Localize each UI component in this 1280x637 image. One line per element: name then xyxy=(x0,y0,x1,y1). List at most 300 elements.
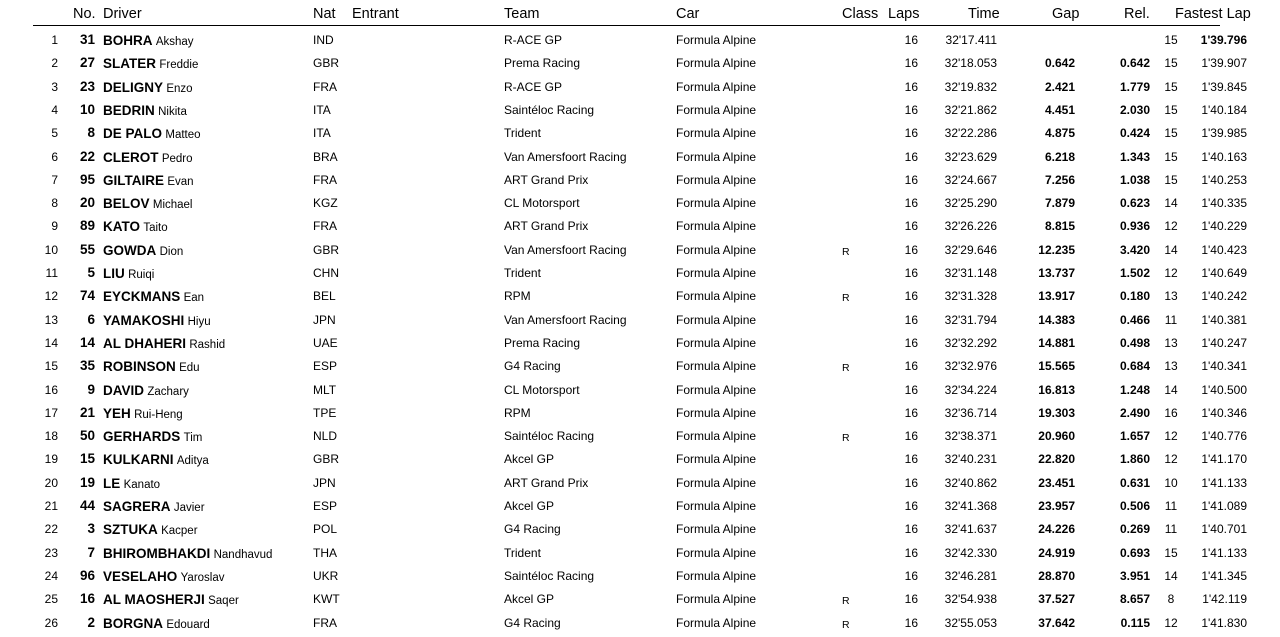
driver-firstname: Rashid xyxy=(189,338,226,351)
nationality-cell: BRA xyxy=(313,149,338,164)
gap-cell: 24.919 xyxy=(1038,545,1075,560)
driver-firstname: Freddie xyxy=(159,59,199,72)
class-cell: R xyxy=(842,432,850,445)
driver-firstname: Zachary xyxy=(147,385,189,398)
car-cell: Formula Alpine xyxy=(676,242,757,257)
fastest-lap-time-cell: 1'40.247 xyxy=(1201,335,1247,350)
fastest-lap-number-cell: 12 xyxy=(1164,219,1178,234)
team-cell: Akcel GP xyxy=(504,499,555,513)
relative-gap-cell: 1.502 xyxy=(1119,266,1150,280)
fastest-lap-number-cell: 13 xyxy=(1164,289,1178,304)
time-cell: 32'41.368 xyxy=(944,499,997,513)
laps-cell: 16 xyxy=(904,545,918,560)
laps-cell: 16 xyxy=(904,452,918,467)
relative-gap-cell: 0.180 xyxy=(1119,289,1150,304)
header-rel: Rel. xyxy=(1124,6,1150,22)
driver-firstname: Hiyu xyxy=(187,315,211,328)
header-class: Class xyxy=(842,6,879,22)
driver-surname: BELOV xyxy=(103,196,150,212)
header-gap: Gap xyxy=(1052,6,1080,22)
header-laps: Laps xyxy=(888,6,920,22)
gap-cell: 22.820 xyxy=(1038,452,1075,467)
team-cell: Prema Racing xyxy=(504,56,581,71)
car-cell: Formula Alpine xyxy=(676,499,757,513)
driver-cell xyxy=(103,126,201,141)
fastest-lap-time-cell: 1'40.253 xyxy=(1201,172,1247,187)
table-row xyxy=(0,262,1280,285)
relative-gap-cell: 0.936 xyxy=(1119,219,1150,234)
driver-firstname: Yaroslav xyxy=(180,571,225,584)
driver-cell xyxy=(103,289,204,304)
car-cell: Formula Alpine xyxy=(676,219,757,234)
fastest-lap-number-cell: 14 xyxy=(1164,196,1178,211)
driver-cell xyxy=(103,476,160,491)
gap-cell: 28.870 xyxy=(1038,568,1075,583)
car-number-cell: 6 xyxy=(87,311,95,327)
team-cell: G4 Racing xyxy=(504,615,561,630)
driver-firstname: Ean xyxy=(183,292,205,305)
position-cell: 22 xyxy=(44,522,58,537)
fastest-lap-number-cell: 12 xyxy=(1164,615,1178,630)
car-number-cell: 21 xyxy=(79,404,95,420)
laps-cell: 16 xyxy=(904,615,918,630)
car-number-cell: 23 xyxy=(79,78,95,94)
position-cell: 10 xyxy=(44,242,58,257)
driver-cell xyxy=(103,313,211,328)
car-cell: Formula Alpine xyxy=(676,335,757,350)
nationality-cell: KWT xyxy=(313,592,340,607)
relative-gap-cell: 0.506 xyxy=(1119,499,1150,513)
laps-cell: 16 xyxy=(904,499,918,513)
fastest-lap-time-cell: 1'39.907 xyxy=(1201,56,1247,71)
table-row xyxy=(0,355,1280,378)
relative-gap-cell: 1.779 xyxy=(1119,79,1150,94)
car-cell: Formula Alpine xyxy=(676,56,757,71)
driver-cell xyxy=(103,592,239,607)
driver-surname: AL DHAHERI xyxy=(103,335,187,351)
nationality-cell: THA xyxy=(313,545,337,560)
class-cell: R xyxy=(842,292,850,305)
fastest-lap-number-cell: 14 xyxy=(1164,242,1178,257)
gap-cell: 8.815 xyxy=(1044,219,1075,234)
fastest-lap-number-cell: 12 xyxy=(1164,452,1178,467)
car-number-cell: 22 xyxy=(79,148,95,164)
gap-cell: 37.527 xyxy=(1038,592,1075,607)
position-cell: 12 xyxy=(44,289,58,304)
relative-gap-cell: 3.951 xyxy=(1119,568,1150,583)
team-cell: Saintéloc Racing xyxy=(504,429,595,444)
laps-cell: 16 xyxy=(904,312,918,327)
fastest-lap-time-cell: 1'40.184 xyxy=(1201,102,1247,117)
nationality-cell: ESP xyxy=(313,359,338,374)
fastest-lap-number-cell: 15 xyxy=(1164,126,1178,141)
team-cell: Van Amersfoort Racing xyxy=(504,149,627,164)
gap-cell: 15.565 xyxy=(1038,359,1075,374)
car-cell: Formula Alpine xyxy=(676,266,757,280)
car-number-cell: 55 xyxy=(79,241,95,257)
car-cell: Formula Alpine xyxy=(676,429,757,444)
car-number-cell: 10 xyxy=(79,101,95,117)
driver-firstname: Nikita xyxy=(158,105,187,118)
nationality-cell: FRA xyxy=(313,219,337,234)
laps-cell: 16 xyxy=(904,219,918,234)
car-number-cell: 8 xyxy=(87,125,95,141)
fastest-lap-number-cell: 16 xyxy=(1164,405,1178,420)
driver-surname: BOHRA xyxy=(103,33,153,48)
laps-cell: 16 xyxy=(904,56,918,71)
driver-surname: CLEROT xyxy=(103,149,159,165)
position-cell: 3 xyxy=(51,79,58,94)
position-cell: 25 xyxy=(44,592,58,607)
driver-firstname: Javier xyxy=(173,502,205,514)
fastest-lap-number-cell: 15 xyxy=(1164,102,1178,117)
driver-cell xyxy=(103,243,183,258)
laps-cell: 16 xyxy=(904,289,918,304)
car-cell: Formula Alpine xyxy=(676,79,757,94)
relative-gap-cell: 1.038 xyxy=(1119,172,1150,187)
car-number-cell: 14 xyxy=(79,334,95,350)
driver-firstname: Dion xyxy=(159,245,184,258)
driver-surname: VESELAHO xyxy=(103,568,178,584)
car-number-cell: 20 xyxy=(79,195,95,211)
gap-cell: 13.737 xyxy=(1038,266,1075,280)
time-cell: 32'31.328 xyxy=(944,289,997,304)
driver-surname: YEH xyxy=(103,405,131,421)
position-cell: 26 xyxy=(44,615,58,630)
table-row xyxy=(0,215,1280,238)
fastest-lap-time-cell: 1'41.170 xyxy=(1201,452,1247,467)
team-cell: ART Grand Prix xyxy=(504,172,589,187)
car-number-cell: 3 xyxy=(87,521,95,537)
fastest-lap-time-cell: 1'40.229 xyxy=(1201,219,1247,234)
fastest-lap-time-cell: 1'40.163 xyxy=(1201,149,1247,164)
car-number-cell: 5 xyxy=(87,265,95,280)
time-cell: 32'32.292 xyxy=(944,335,997,350)
header-fastest-lap: Fastest Lap xyxy=(1175,6,1251,22)
driver-cell xyxy=(103,429,202,444)
results-table-header xyxy=(33,3,1251,26)
car-number-cell: 27 xyxy=(79,55,95,71)
team-cell: ART Grand Prix xyxy=(504,475,589,490)
driver-cell xyxy=(103,383,189,398)
driver-surname: BEDRIN xyxy=(103,102,155,118)
laps-cell: 16 xyxy=(904,149,918,164)
table-row xyxy=(0,448,1280,471)
gap-cell: 0.642 xyxy=(1044,56,1075,71)
relative-gap-cell: 2.030 xyxy=(1119,102,1150,117)
table-row xyxy=(0,29,1280,52)
driver-surname: DELIGNY xyxy=(103,79,164,95)
car-number-cell: 19 xyxy=(79,474,95,490)
driver-surname: EYCKMANS xyxy=(103,289,181,305)
driver-cell xyxy=(103,359,200,374)
position-cell: 14 xyxy=(44,335,58,350)
table-row xyxy=(0,122,1280,145)
position-cell: 18 xyxy=(44,429,58,444)
gap-cell: 7.879 xyxy=(1044,196,1075,211)
position-cell: 20 xyxy=(44,475,58,490)
driver-cell xyxy=(103,569,225,584)
driver-surname: AL MAOSHERJI xyxy=(103,592,205,608)
driver-surname: GOWDA xyxy=(103,242,157,258)
time-cell: 32'31.794 xyxy=(944,312,997,327)
driver-firstname: Kacper xyxy=(161,525,198,538)
car-cell: Formula Alpine xyxy=(676,568,757,583)
fastest-lap-number-cell: 15 xyxy=(1164,149,1178,164)
fastest-lap-number-cell: 15 xyxy=(1164,172,1178,187)
fastest-lap-time-cell: 1'40.649 xyxy=(1201,266,1247,280)
fastest-lap-time-cell: 1'40.335 xyxy=(1201,196,1247,211)
time-cell: 32'22.286 xyxy=(944,126,997,141)
fastest-lap-time-cell: 1'41.133 xyxy=(1201,475,1247,490)
table-row xyxy=(0,425,1280,448)
driver-surname: SAGRERA xyxy=(103,499,171,514)
laps-cell: 16 xyxy=(904,359,918,374)
car-number-cell: 35 xyxy=(79,358,95,374)
nationality-cell: FRA xyxy=(313,79,337,94)
laps-cell: 16 xyxy=(904,102,918,117)
nationality-cell: JPN xyxy=(313,312,336,327)
car-number-cell: 31 xyxy=(79,32,95,47)
gap-cell: 16.813 xyxy=(1038,382,1075,397)
table-row xyxy=(0,146,1280,169)
team-cell: R-ACE GP xyxy=(504,79,563,94)
car-number-cell: 15 xyxy=(79,451,95,467)
header-time: Time xyxy=(968,6,1000,22)
car-cell: Formula Alpine xyxy=(676,126,757,141)
team-cell: Saintéloc Racing xyxy=(504,102,595,117)
fastest-lap-number-cell: 12 xyxy=(1164,266,1178,280)
table-row xyxy=(0,99,1280,122)
nationality-cell: FRA xyxy=(313,172,337,187)
table-row xyxy=(0,612,1280,635)
position-cell: 8 xyxy=(51,196,58,211)
fastest-lap-number-cell: 11 xyxy=(1164,312,1178,327)
driver-surname: ROBINSON xyxy=(103,359,176,375)
fastest-lap-number-cell: 8 xyxy=(1167,592,1175,607)
position-cell: 13 xyxy=(44,312,58,327)
table-row xyxy=(0,76,1280,99)
car-number-cell: 95 xyxy=(79,171,95,187)
time-cell: 32'18.053 xyxy=(944,56,997,71)
nationality-cell: UKR xyxy=(313,568,339,583)
car-cell: Formula Alpine xyxy=(676,382,757,397)
time-cell: 32'34.224 xyxy=(944,382,997,397)
car-cell: Formula Alpine xyxy=(676,405,757,420)
driver-firstname: Tim xyxy=(183,432,203,445)
table-row xyxy=(0,309,1280,332)
car-number-cell: 2 xyxy=(87,614,95,630)
car-number-cell: 16 xyxy=(79,591,95,607)
time-cell: 32'29.646 xyxy=(944,242,997,257)
time-cell: 32'32.976 xyxy=(944,359,997,374)
car-cell: Formula Alpine xyxy=(676,452,757,467)
car-number-cell: 7 xyxy=(87,544,95,560)
time-cell: 32'46.281 xyxy=(944,568,997,583)
car-number-cell: 9 xyxy=(87,381,95,397)
driver-surname: DAVID xyxy=(103,382,145,398)
driver-cell xyxy=(103,56,198,71)
driver-cell xyxy=(103,219,168,234)
gap-cell: 23.451 xyxy=(1038,475,1075,490)
team-cell: Van Amersfoort Racing xyxy=(504,312,627,327)
relative-gap-cell: 0.466 xyxy=(1119,312,1150,327)
time-cell: 32'31.148 xyxy=(944,266,997,280)
relative-gap-cell: 0.269 xyxy=(1119,522,1150,537)
gap-cell: 4.451 xyxy=(1044,102,1075,117)
team-cell: Akcel GP xyxy=(504,592,555,607)
laps-cell: 16 xyxy=(904,33,918,47)
driver-cell xyxy=(103,150,193,165)
car-cell: Formula Alpine xyxy=(676,615,757,630)
nationality-cell: MLT xyxy=(313,382,337,397)
position-cell: 19 xyxy=(44,452,58,467)
car-cell: Formula Alpine xyxy=(676,522,757,537)
laps-cell: 16 xyxy=(904,522,918,537)
car-cell: Formula Alpine xyxy=(676,475,757,490)
car-cell: Formula Alpine xyxy=(676,149,757,164)
relative-gap-cell: 0.424 xyxy=(1119,126,1150,141)
car-cell: Formula Alpine xyxy=(676,172,757,187)
fastest-lap-time-cell: 1'39.796 xyxy=(1200,33,1247,47)
nationality-cell: CHN xyxy=(313,266,339,280)
fastest-lap-number-cell: 14 xyxy=(1164,568,1178,583)
driver-cell xyxy=(103,173,194,188)
driver-surname: DE PALO xyxy=(103,126,163,142)
laps-cell: 16 xyxy=(904,172,918,187)
nationality-cell: GBR xyxy=(313,452,340,467)
fastest-lap-time-cell: 1'42.119 xyxy=(1202,592,1247,607)
fastest-lap-time-cell: 1'40.500 xyxy=(1201,382,1247,397)
gap-cell: 7.256 xyxy=(1044,172,1075,187)
time-cell: 32'19.832 xyxy=(944,79,997,94)
fastest-lap-number-cell: 15 xyxy=(1164,56,1178,71)
gap-cell: 12.235 xyxy=(1038,242,1075,257)
relative-gap-cell: 2.490 xyxy=(1119,405,1150,420)
team-cell: Trident xyxy=(504,126,541,141)
relative-gap-cell: 3.420 xyxy=(1119,242,1150,257)
driver-cell xyxy=(103,196,193,211)
driver-firstname: Aditya xyxy=(176,455,209,468)
fastest-lap-time-cell: 1'40.242 xyxy=(1201,289,1247,304)
car-cell: Formula Alpine xyxy=(676,33,757,47)
team-cell: ART Grand Prix xyxy=(504,219,589,234)
table-row xyxy=(0,285,1280,308)
team-cell: RPM xyxy=(504,289,531,304)
driver-cell xyxy=(103,616,210,631)
laps-cell: 16 xyxy=(904,266,918,280)
relative-gap-cell: 0.642 xyxy=(1119,56,1150,71)
fastest-lap-time-cell: 1'40.776 xyxy=(1201,429,1247,444)
laps-cell: 16 xyxy=(904,79,918,94)
driver-cell xyxy=(103,546,272,561)
driver-cell xyxy=(103,80,193,95)
position-cell: 15 xyxy=(44,359,58,374)
table-row xyxy=(0,192,1280,215)
nationality-cell: NLD xyxy=(313,429,338,444)
fastest-lap-time-cell: 1'40.381 xyxy=(1201,312,1247,327)
relative-gap-cell: 0.684 xyxy=(1119,359,1150,374)
car-cell: Formula Alpine xyxy=(676,289,757,304)
driver-cell xyxy=(103,452,209,467)
relative-gap-cell: 1.860 xyxy=(1119,452,1150,467)
position-cell: 9 xyxy=(51,219,58,234)
gap-cell: 6.218 xyxy=(1044,149,1075,164)
nationality-cell: KGZ xyxy=(313,196,338,211)
position-cell: 21 xyxy=(44,499,58,513)
gap-cell: 14.383 xyxy=(1038,312,1075,327)
nationality-cell: ITA xyxy=(313,102,331,117)
relative-gap-cell: 0.498 xyxy=(1119,335,1150,350)
fastest-lap-number-cell: 12 xyxy=(1164,429,1178,444)
laps-cell: 16 xyxy=(904,475,918,490)
driver-firstname: Evan xyxy=(167,175,194,188)
team-cell: CL Motorsport xyxy=(504,382,580,397)
car-cell: Formula Alpine xyxy=(676,312,757,327)
car-number-cell: 44 xyxy=(79,498,95,513)
relative-gap-cell: 1.343 xyxy=(1119,149,1150,164)
gap-cell: 13.917 xyxy=(1038,289,1075,304)
driver-firstname: Enzo xyxy=(166,82,193,95)
driver-surname: GERHARDS xyxy=(103,429,181,445)
fastest-lap-time-cell: 1'41.830 xyxy=(1201,615,1247,630)
fastest-lap-time-cell: 1'40.341 xyxy=(1201,359,1247,374)
driver-surname: YAMAKOSHI xyxy=(103,312,185,328)
driver-firstname: Michael xyxy=(152,199,193,212)
nationality-cell: ESP xyxy=(313,499,338,513)
nationality-cell: BEL xyxy=(313,289,336,304)
time-cell: 32'24.667 xyxy=(944,172,997,187)
table-row xyxy=(0,472,1280,495)
time-cell: 32'38.371 xyxy=(944,429,997,444)
fastest-lap-number-cell: 11 xyxy=(1164,499,1178,513)
table-row xyxy=(0,542,1280,565)
class-cell: R xyxy=(842,362,850,375)
gap-cell: 14.881 xyxy=(1038,335,1075,350)
car-cell: Formula Alpine xyxy=(676,545,757,560)
gap-cell: 2.421 xyxy=(1044,79,1075,94)
driver-surname: KATO xyxy=(103,219,140,235)
relative-gap-cell: 0.115 xyxy=(1120,615,1150,630)
table-row xyxy=(0,379,1280,402)
header-no: No. xyxy=(73,6,96,22)
relative-gap-cell: 0.693 xyxy=(1119,545,1150,560)
relative-gap-cell: 0.623 xyxy=(1119,196,1150,211)
relative-gap-cell: 0.631 xyxy=(1119,475,1150,490)
team-cell: Akcel GP xyxy=(504,452,555,467)
team-cell: Prema Racing xyxy=(504,335,581,350)
driver-firstname: Ruiqi xyxy=(128,269,155,281)
team-cell: R-ACE GP xyxy=(504,33,563,47)
position-cell: 23 xyxy=(44,545,58,560)
nationality-cell: FRA xyxy=(313,615,337,630)
car-number-cell: 89 xyxy=(79,218,95,234)
nationality-cell: POL xyxy=(313,522,338,537)
fastest-lap-time-cell: 1'39.845 xyxy=(1201,79,1247,94)
driver-firstname: Edu xyxy=(179,362,200,375)
class-cell: R xyxy=(842,245,850,258)
table-row xyxy=(0,518,1280,541)
laps-cell: 16 xyxy=(904,196,918,211)
time-cell: 32'40.862 xyxy=(944,475,997,490)
position-cell: 16 xyxy=(44,382,58,397)
car-cell: Formula Alpine xyxy=(676,592,757,607)
driver-cell xyxy=(103,33,194,48)
laps-cell: 16 xyxy=(904,126,918,141)
time-cell: 32'23.629 xyxy=(944,149,997,164)
fastest-lap-time-cell: 1'39.985 xyxy=(1201,126,1247,141)
nationality-cell: UAE xyxy=(313,335,338,350)
